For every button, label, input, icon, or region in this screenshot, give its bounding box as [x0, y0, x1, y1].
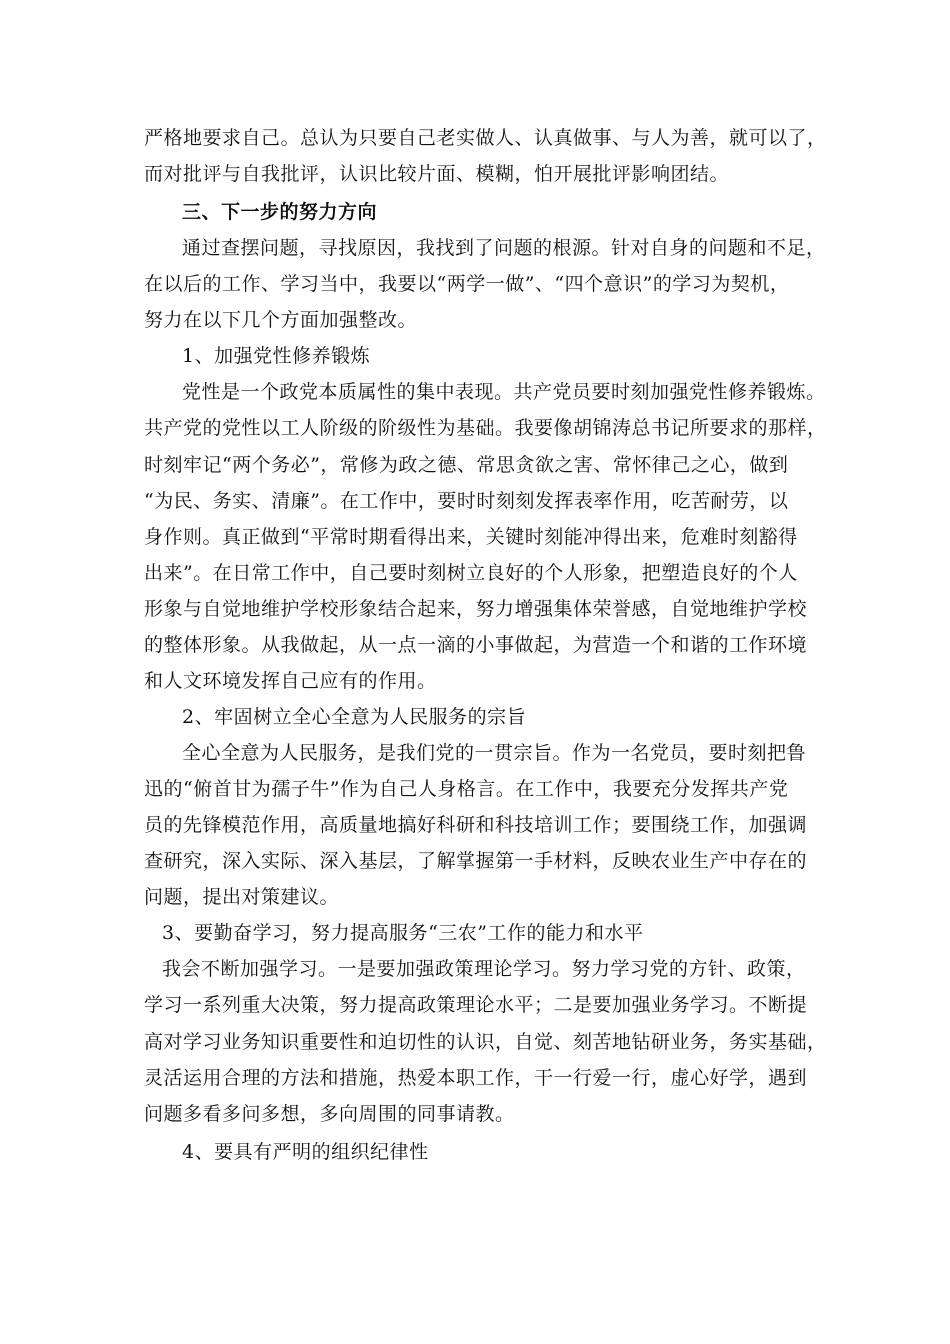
paragraph-line: “为民、务实、清廉”。在工作中，要时时刻刻发挥表率作用，吃苦耐劳，以: [144, 490, 789, 512]
paragraph-line: 出来”。在日常工作中，自己要时刻树立良好的个人形象，把塑造良好的个人: [144, 562, 798, 584]
paragraph-line: 员的先锋模范作用，高质量地搞好科研和科技培训工作；要围绕工作，加强调: [144, 814, 808, 836]
paragraph-line: 通过查摆问题，寻找原因，我找到了问题的根源。针对自身的问题和不足，: [182, 237, 826, 259]
item-heading: 3、要勤奋学习，努力提高服务“三农”工作的能力和水平: [162, 922, 644, 944]
paragraph-line: 查研究，深入实际、深入基层，了解掌握第一手材料，反映农业生产中存在的: [144, 850, 808, 872]
paragraph-line: 而对批评与自我批评，认识比较片面、模糊，怕开展批评影响团结。: [144, 163, 730, 185]
paragraph-line: 问题，提出对策建议。: [144, 886, 340, 908]
paragraph-line: 时刻牢记“两个务必”，常修为政之德、常思贪欲之害、常怀律己之心，做到: [144, 454, 789, 476]
paragraph-line: 迅的“俯首甘为孺子牛”作为自己人身格言。在工作中，我要充分发挥共产党: [144, 778, 789, 800]
paragraph-line: 高对学习业务知识重要性和迫切性的认识，自觉、刻苦地钻研业务，务实基础，: [144, 1031, 827, 1053]
paragraph-line: 形象与自觉地维护学校形象结合起来，努力增强集体荣誉感，自觉地维护学校: [144, 598, 808, 620]
paragraph-line: 在以后的工作、学习当中，我要以“两学一做”、“四个意识”的学习为契机，: [144, 273, 790, 295]
paragraph-line: 全心全意为人民服务，是我们党的一贯宗旨。作为一名党员，要时刻把鲁: [182, 742, 807, 764]
paragraph-line: 和人文环境发挥自己应有的作用。: [144, 670, 437, 692]
paragraph-line: 共产党的党性以工人阶级的阶级性为基础。我要像胡锦涛总书记所要求的那样，: [144, 417, 827, 439]
item-heading: 2、牢固树立全心全意为人民服务的宗旨: [182, 706, 527, 728]
paragraph-line: 努力在以下几个方面加强整改。: [144, 309, 418, 331]
paragraph-line: 严格地要求自己。总认为只要自己老实做人、认真做事、与人为善，就可以了，: [144, 127, 827, 149]
paragraph-line: 党性是一个政党本质属性的集中表现。共产党员要时刻加强党性修养锻炼。: [182, 381, 826, 403]
item-heading: 4、要具有严明的组织纪律性: [182, 1141, 429, 1163]
paragraph-line: 灵活运用合理的方法和措施，热爱本职工作，干一行爱一行，虚心好学，遇到: [144, 1067, 808, 1089]
paragraph-line: 我会不断加强学习。一是要加强政策理论学习。努力学习党的方针、政策，: [162, 958, 806, 980]
paragraph-line: 学习一系列重大决策，努力提高政策理论水平；二是要加强业务学习。不断提: [144, 994, 808, 1016]
paragraph-line: 的整体形象。从我做起，从一点一滴的小事做起，为营造一个和谐的工作环境: [144, 634, 808, 656]
item-heading: 1、加强党性修养锻炼: [182, 345, 371, 367]
section-heading: 三、下一步的努力方向: [182, 201, 378, 223]
paragraph-line: 问题多看多问多想，多向周围的同事请教。: [144, 1103, 515, 1125]
paragraph-line: 身作则。真正做到“平常时期看得出来，关键时刻能冲得出来，危难时刻豁得: [144, 526, 798, 548]
